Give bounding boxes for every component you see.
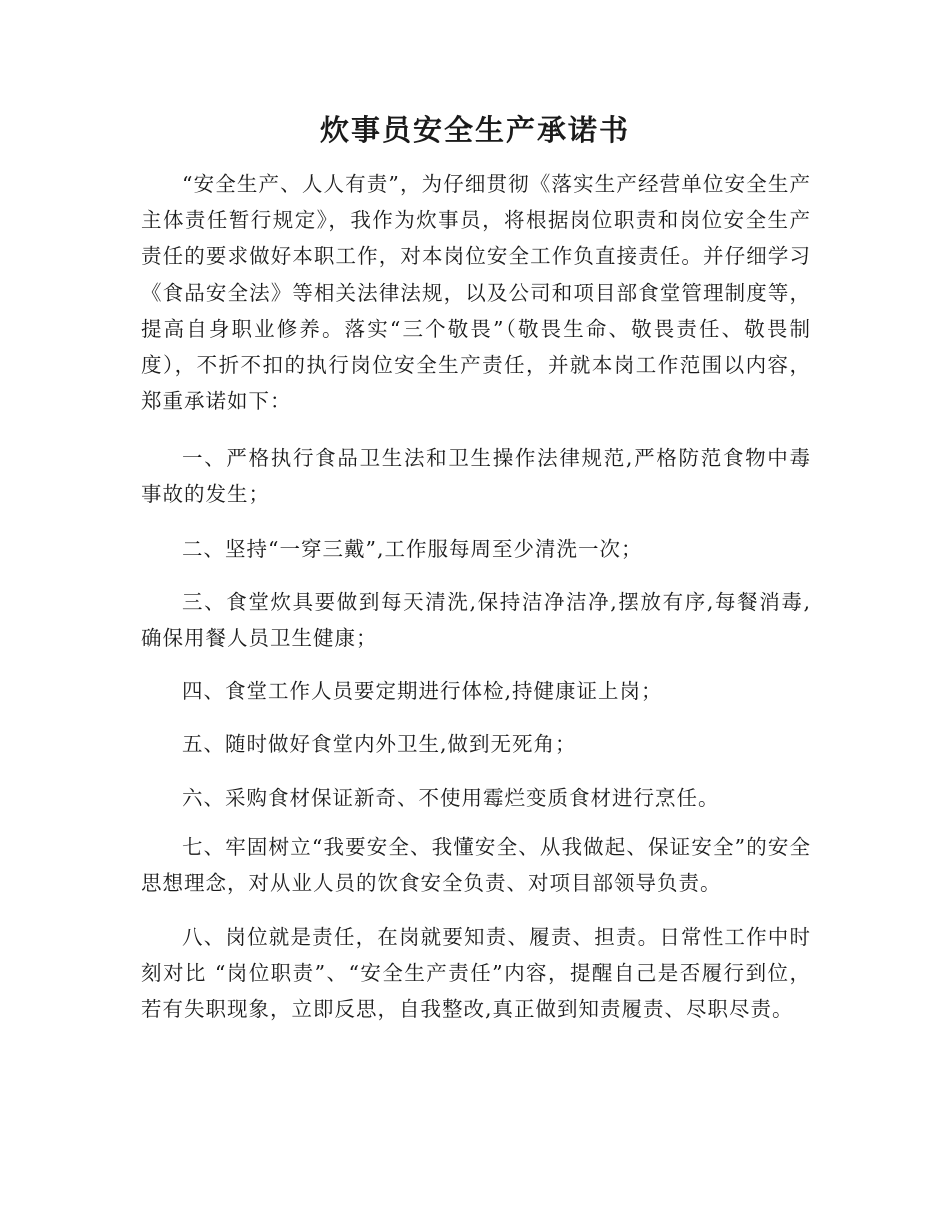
commitment-item-3: 三、食堂炊具要做到每天清洗,保持洁净洁净,摆放有序,每餐消毒,确保用餐人员卫生健康； (141, 590, 811, 651)
commitment-item-6: 六、采购食材保证新奇、不使用霉烂变质食材进行烹任。 (182, 786, 720, 810)
document-title: 炊事员安全生产承诺书 (319, 113, 630, 147)
commitment-item-7: 七、牢固树立“我要安全、我懂安全、从我做起、保证安全”的安全思想理念，对从业人员的饮食安全负责、对项目部领导负责。 (141, 835, 811, 896)
intro-paragraph: “安全生产、人人有责”，为仔细贯彻《落实生产经营单位安全生产主体责任暂行规定》，我作为炊事员，将根据岗位职责和岗位安全生产责任的要求做好本职工作，对本岗位安全工作负直接责任。并仔细学习《食品安全法》等相关法律法规，以及公司和项目部食堂管理制度等，提高自身职业修养。落实“三个敬畏”（敬畏生命、敬畏责任、敬畏制度），不折不扣的执行岗位安全生产责任，并就本岗工作范围以内容，郑重承诺如下： (141, 172, 811, 414)
commitment-item-5: 五、随时做好食堂内外卫生,做到无死角； (182, 732, 577, 756)
commitment-item-8: 八、岗位就是责任，在岗就要知责、履责、担责。日常性工作中时刻对比 “岗位职责”、“安全生产责任”内容，提醒自己是否履行到位，若有失职现象，立即反思，自我整改,真正做到知责履责、尽职尽责。 (141, 925, 811, 1022)
commitment-item-4: 四、食堂工作人员要定期进行体检,持健康证上岗； (182, 679, 663, 703)
commitment-item-1: 一、严格执行食品卫生法和卫生操作法律规范,严格防范食物中毒事故的发生； (141, 446, 811, 507)
commitment-item-2: 二、坚持“一穿三戴”,工作服每周至少清洗一次； (182, 537, 643, 561)
